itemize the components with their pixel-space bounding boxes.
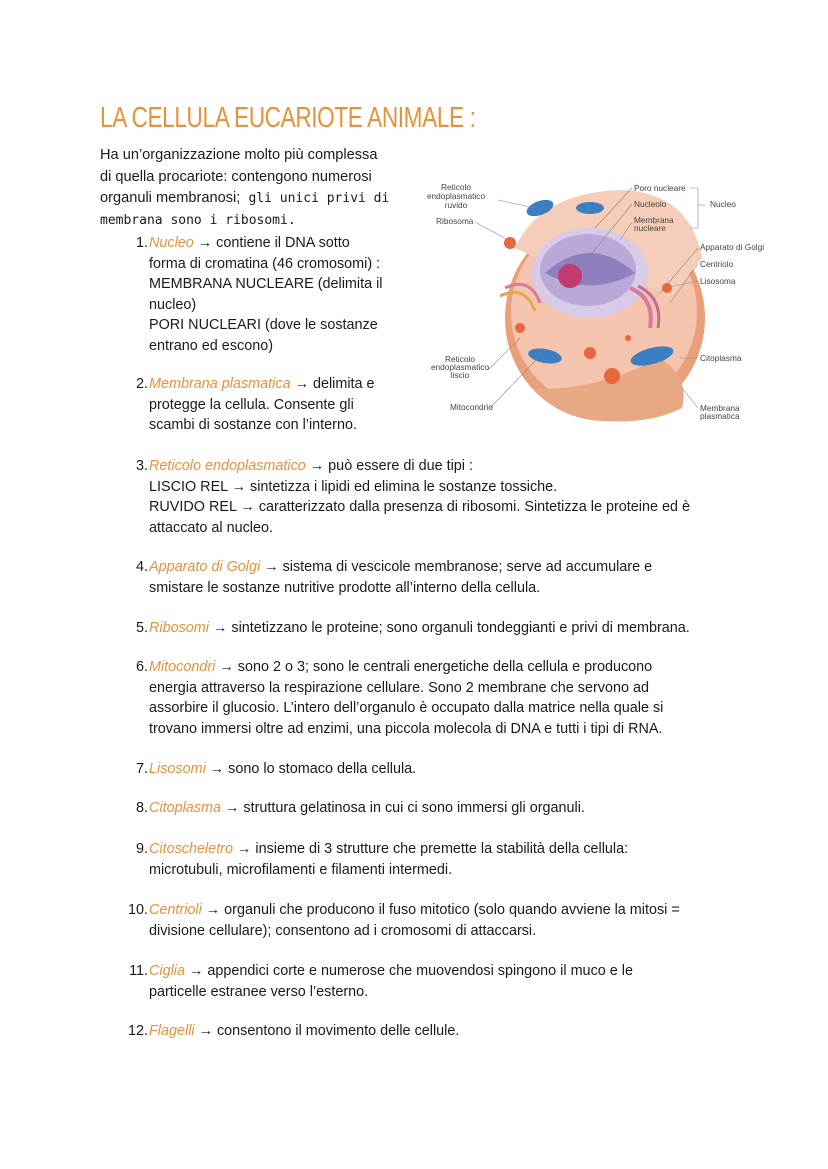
item-text: RUVIDO REL → caratterizzato dalla presenza di ribosomi. Sintetizza le proteine ed è: [149, 499, 690, 515]
item-text: attaccato al nucleo.: [149, 519, 273, 536]
item-number: 6.: [135, 659, 148, 675]
item-term: Flagelli: [149, 1023, 195, 1039]
label-rer: ruvido: [444, 200, 468, 210]
item-number: 10.: [127, 902, 148, 918]
item-text: → sono 2 o 3; sono le centrali energetiche della cellula e producono: [215, 659, 653, 675]
intro-line: [100, 188, 400, 210]
item-term: Lisosomi: [149, 761, 206, 777]
item-text: → sintetizzano le proteine; sono organuli tondeggianti e privi di membrana.: [208, 620, 690, 636]
item-text: forma di cromatina (46 cromosomi) :: [149, 255, 381, 272]
item-text: → appendici corte e numerose che muovendosi spingono il muco e le: [185, 963, 633, 979]
label-poro: Poro nucleare: [634, 183, 686, 193]
intro-line: Ha un’organizzazione molto più complessa: [100, 147, 378, 163]
item-number: 11.: [129, 963, 148, 979]
item-number: 4.: [135, 559, 148, 575]
item-text: → insieme di 3 strutture che premette la stabilità della cellula:: [232, 841, 629, 857]
item-term: Citoscheletro: [149, 841, 233, 857]
item-term: Apparato di Golgi: [149, 559, 261, 575]
item-term: Mitocondri: [149, 659, 216, 675]
item-text: → contiene il DNA sotto: [193, 235, 350, 251]
label-nucleo: Nucleo: [710, 199, 736, 209]
item-text: → può essere di due tipi :: [305, 458, 473, 474]
item-term: Citoplasma: [149, 800, 221, 816]
item-term: Reticolo endoplasmatico: [149, 458, 306, 474]
label-mitocondrio: Mitocondrio: [450, 402, 493, 412]
item-term: Membrana plasmatica: [149, 376, 291, 392]
label-centriolo: Centriolo: [700, 259, 734, 269]
item-number: 3.: [135, 458, 148, 474]
label-rer: Reticolo: [441, 182, 471, 192]
label-membrana-plasmatica: Membrana: [700, 403, 740, 413]
item-number: 12.: [127, 1023, 148, 1039]
item-text: assorbire il glucosio. L’intero dell’organulo è occupato dalla matrice nella quale si: [149, 700, 664, 716]
label-membrana-nucleare: Membrana: [634, 215, 674, 225]
label-ser: Reticolo: [445, 354, 475, 364]
item-number: 8.: [135, 800, 148, 816]
item-text: MEMBRANA NUCLEARE (delimita il: [149, 276, 383, 292]
item-number: 5.: [135, 620, 148, 636]
item-text: → consentono il movimento delle cellule.: [194, 1023, 460, 1039]
label-ribosoma: Ribosoma: [436, 216, 474, 226]
item-number: 1.: [135, 235, 148, 251]
intro-handwritten-text: gli unici privi di: [248, 191, 390, 206]
item-term: Nucleo: [149, 235, 194, 251]
label-membrana-plasmatica: plasmatica: [700, 411, 740, 421]
page-title: LA CELLULA EUCARIOTE ANIMALE :: [100, 102, 476, 134]
item-text: energia attraverso la respirazione cellulare. Sono 2 membrane che servono ad: [149, 679, 649, 696]
intro-paragraph: [100, 145, 400, 231]
item-text: → struttura gelatinosa in cui ci sono immersi gli organuli.: [220, 800, 585, 816]
item-text: protegge la cellula. Consente gli: [149, 396, 354, 413]
item-text: divisione cellulare); consentono ad i cromosomi di attaccarsi.: [149, 922, 537, 939]
item-term: Ribosomi: [149, 620, 209, 636]
item-text: → sistema di vescicole membranose; serve ad accumulare e: [260, 559, 653, 575]
item-text: trovano immersi oltre ad enzimi, una piccola molecola di DNA e tutti i tipi di RNA.: [149, 720, 663, 737]
item-text: particelle estranee verso l’esterno.: [149, 983, 369, 1000]
item-term: Centrioli: [149, 902, 202, 918]
label-ser: liscio: [450, 370, 470, 380]
animal-cell-diagram: [420, 178, 772, 428]
label-membrana-nucleare: nucleare: [634, 223, 666, 233]
item-term: Ciglia: [149, 963, 185, 979]
item-text: LISCIO REL → sintetizza i lipidi ed elimina le sostanze tossiche.: [149, 478, 558, 495]
item-text: smistare le sostanze nutritive prodotte all’interno della cellula.: [149, 579, 541, 596]
item-text: nucleo): [149, 296, 197, 313]
label-golgi: Apparato di Golgi: [700, 242, 765, 252]
item-text: scambi di sostanze con l’interno.: [149, 417, 357, 433]
label-rer: endoplasmatico: [426, 191, 486, 201]
label-lisosoma: Lisosoma: [700, 276, 736, 286]
item-text: → sono lo stomaco della cellula.: [205, 761, 417, 777]
item-number: 9.: [135, 841, 148, 857]
item-text: microtubuli, microfilamenti e filamenti intermedi.: [149, 861, 453, 878]
label-ser: endoplasmatico: [430, 362, 490, 372]
item-text: → organuli che producono il fuso mitotico (solo quando avviene la mitosi =: [201, 902, 680, 918]
intro-text: organuli membranosi;: [100, 190, 241, 206]
cell-illustration: [500, 190, 705, 421]
item-number: 2.: [135, 376, 148, 392]
item-text: → delimita e: [290, 376, 375, 392]
label-nucleolo: Nucleolo: [634, 199, 667, 209]
intro-line: di quella procariote: contengono numerosi: [100, 168, 372, 185]
item-number: 7.: [135, 761, 148, 777]
label-citoplasma: Citoplasma: [700, 353, 742, 363]
item-text: entrano ed escono): [149, 337, 274, 354]
item-text: PORI NUCLEARI (dove le sostanze: [149, 317, 378, 333]
intro-handwritten-line: membrana sono i ribosomi.: [100, 212, 296, 228]
